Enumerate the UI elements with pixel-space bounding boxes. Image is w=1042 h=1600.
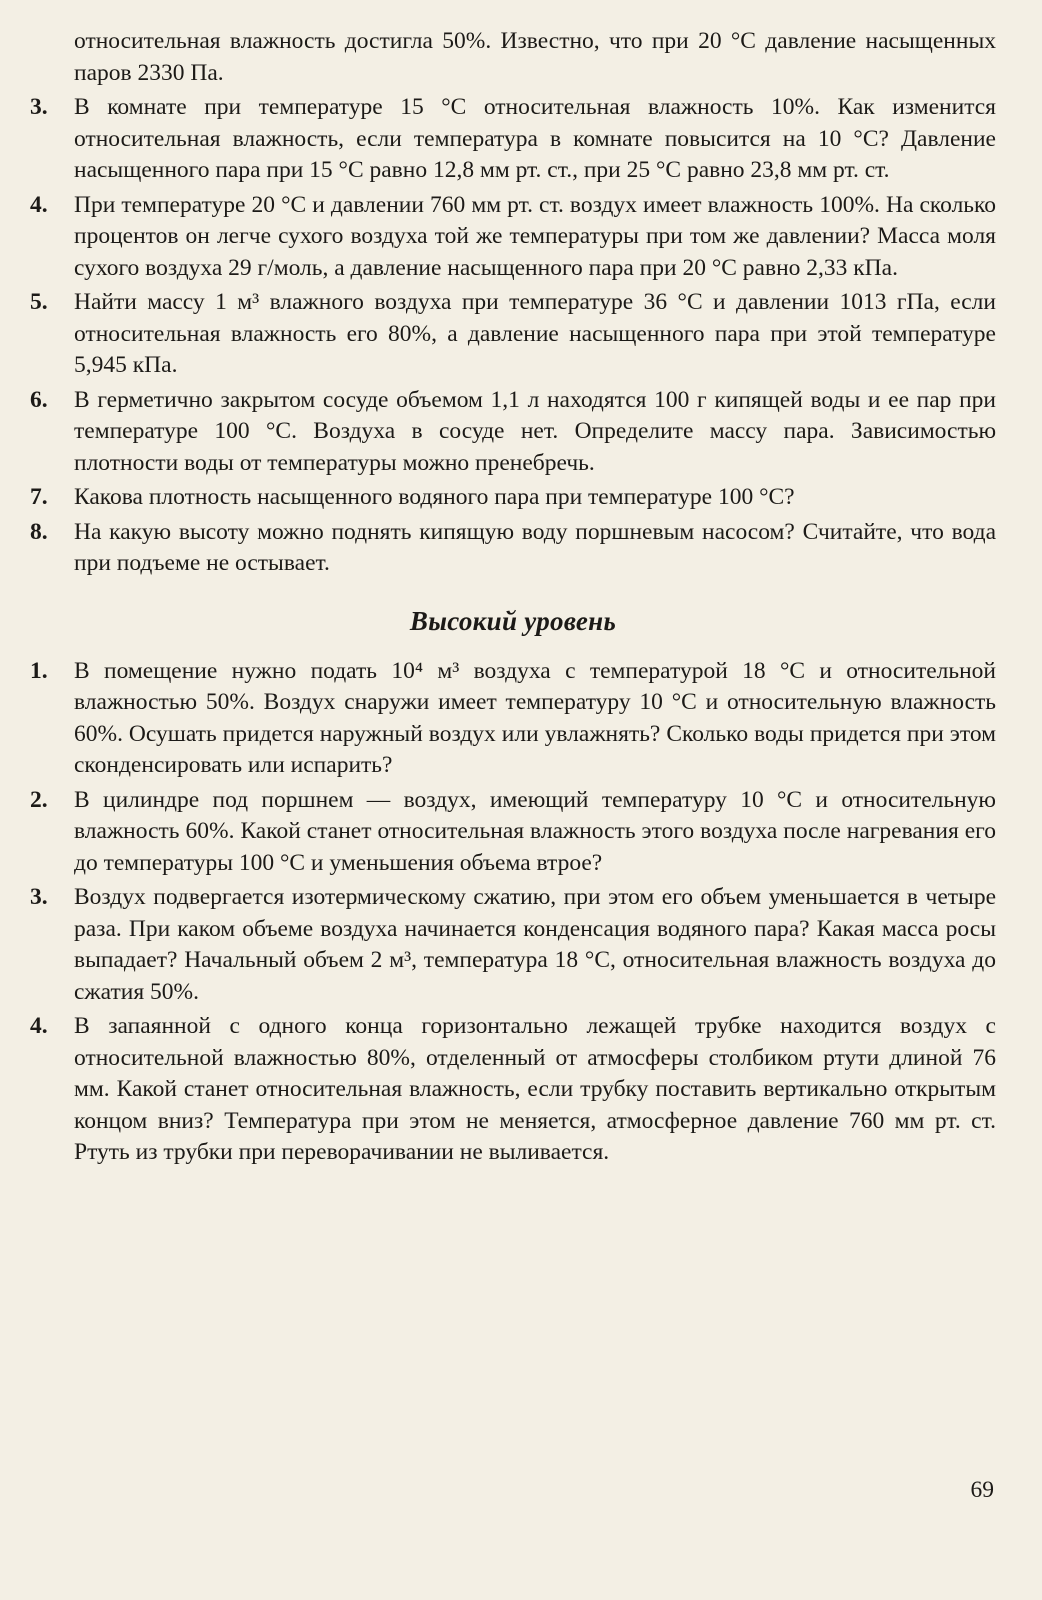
problem-text: Воздух подвергается изотермическому сжатию, при этом его объем уменьшается в четыре раза. При каком объеме воздуха начинается конденсация водяного пара? Какая масса росы выпадает? Начальный объем 2 м³, температура 18 °С, относительная влажность воздуха до сжатия 50%. [74,884,996,1005]
problem-number: 3. [30,94,48,120]
problem-basic-8 [30,517,996,580]
problem-basic-3 [30,92,996,187]
problem-basic-7 [30,482,996,514]
problems-high-list [30,656,996,1169]
problem-text: В комнате при температуре 15 °С относительная влажность 10%. Как изменится относительная влажность, если температура в комнате повысится на 10 °С? Давление насыщенного пара при 15 °С равно 12,8 мм рт. ст., при 25 °С равно 23,8 мм рт. ст. [74,94,996,183]
problem-high-3 [30,882,996,1008]
problem-high-1 [30,656,996,782]
problem-text: На какую высоту можно поднять кипящую воду поршневым насосом? Считайте, что вода при подъеме не остывает. [74,518,996,576]
problems-basic-list [30,92,996,580]
problem-number: 5. [30,289,48,315]
problem-basic-4 [30,190,996,285]
problem-text: В запаянной с одного конца горизонтально лежащей трубке находится воздух с относительной влажностью 80%, отделенный от атмосферы столбиком ртути длиной 76 мм. Какой станет относительная влажность, если трубку поставить вертикально открытым концом вниз? Температура при этом не меняется, атмосферное давление 760 мм рт. ст. Ртуть из трубки при переворачивании не выливается. [74,1013,996,1165]
continuation-text: относительная влажность достигла 50%. Известно, что при 20 °С давление насыщенных паров 2330 Па. [74,28,996,86]
problem-high-2 [30,785,996,880]
problem-text: При температуре 20 °С и давлении 760 мм рт. ст. воздух имеет влажность 100%. На сколько процентов он легче сухого воздуха той же температуры при том же давлении? Масса моля сухого воздуха 29 г/моль, а давление насыщенного пара при 20 °С равно 2,33 кПа. [74,191,996,281]
problem-text: Найти массу 1 м³ влажного воздуха при температуре 36 °С и давлении 1013 гПа, если относительная влажность его 80%, а давление насыщенного пара при этой температуре 5,945 кПа. [74,289,996,378]
problem-high-4 [30,1011,996,1169]
problem-number: 6. [30,386,48,413]
problem-number: 3. [30,884,48,910]
problem-text: В цилиндре под поршнем — воздух, имеющий температуру 10 °С и относительную влажность 60%. Какой станет относительная влажность этого воздуха после нагревания его до температуры 100 °С и уменьшения объема втрое? [74,786,996,876]
problem-number: 7. [30,484,48,510]
problem-number: 1. [30,657,48,684]
problem-text: Какова плотность насыщенного водяного пара при температуре 100 °С? [74,484,795,510]
problem-text: В помещение нужно подать 10⁴ м³ воздуха с температурой 18 °С и относительной влажностью 50%. Воздух снаружи имеет температуру 10 °С и относительную влажность 60%. Осушать придется наружный воздух или увлажнять? Сколько воды придется при этом сконденсировать или испарить? [74,657,996,778]
section-heading: Высокий уровень [409,605,617,636]
problem-number: 4. [30,191,48,218]
problem-text: В герметично закрытом сосуде объемом 1,1 л находятся 100 г кипящей воды и ее пар при температуре 100 °С. Воздуха в сосуде нет. Определите массу пара. Зависимостью плотности воды от температуры можно пренебречь. [74,386,996,476]
problem-number: 2. [30,786,48,813]
problem-basic-5 [30,287,996,382]
problem-number: 4. [30,1013,48,1039]
problem-number: 8. [30,518,48,545]
page-number: 69 [970,1477,994,1503]
problem-basic-6 [30,385,996,480]
